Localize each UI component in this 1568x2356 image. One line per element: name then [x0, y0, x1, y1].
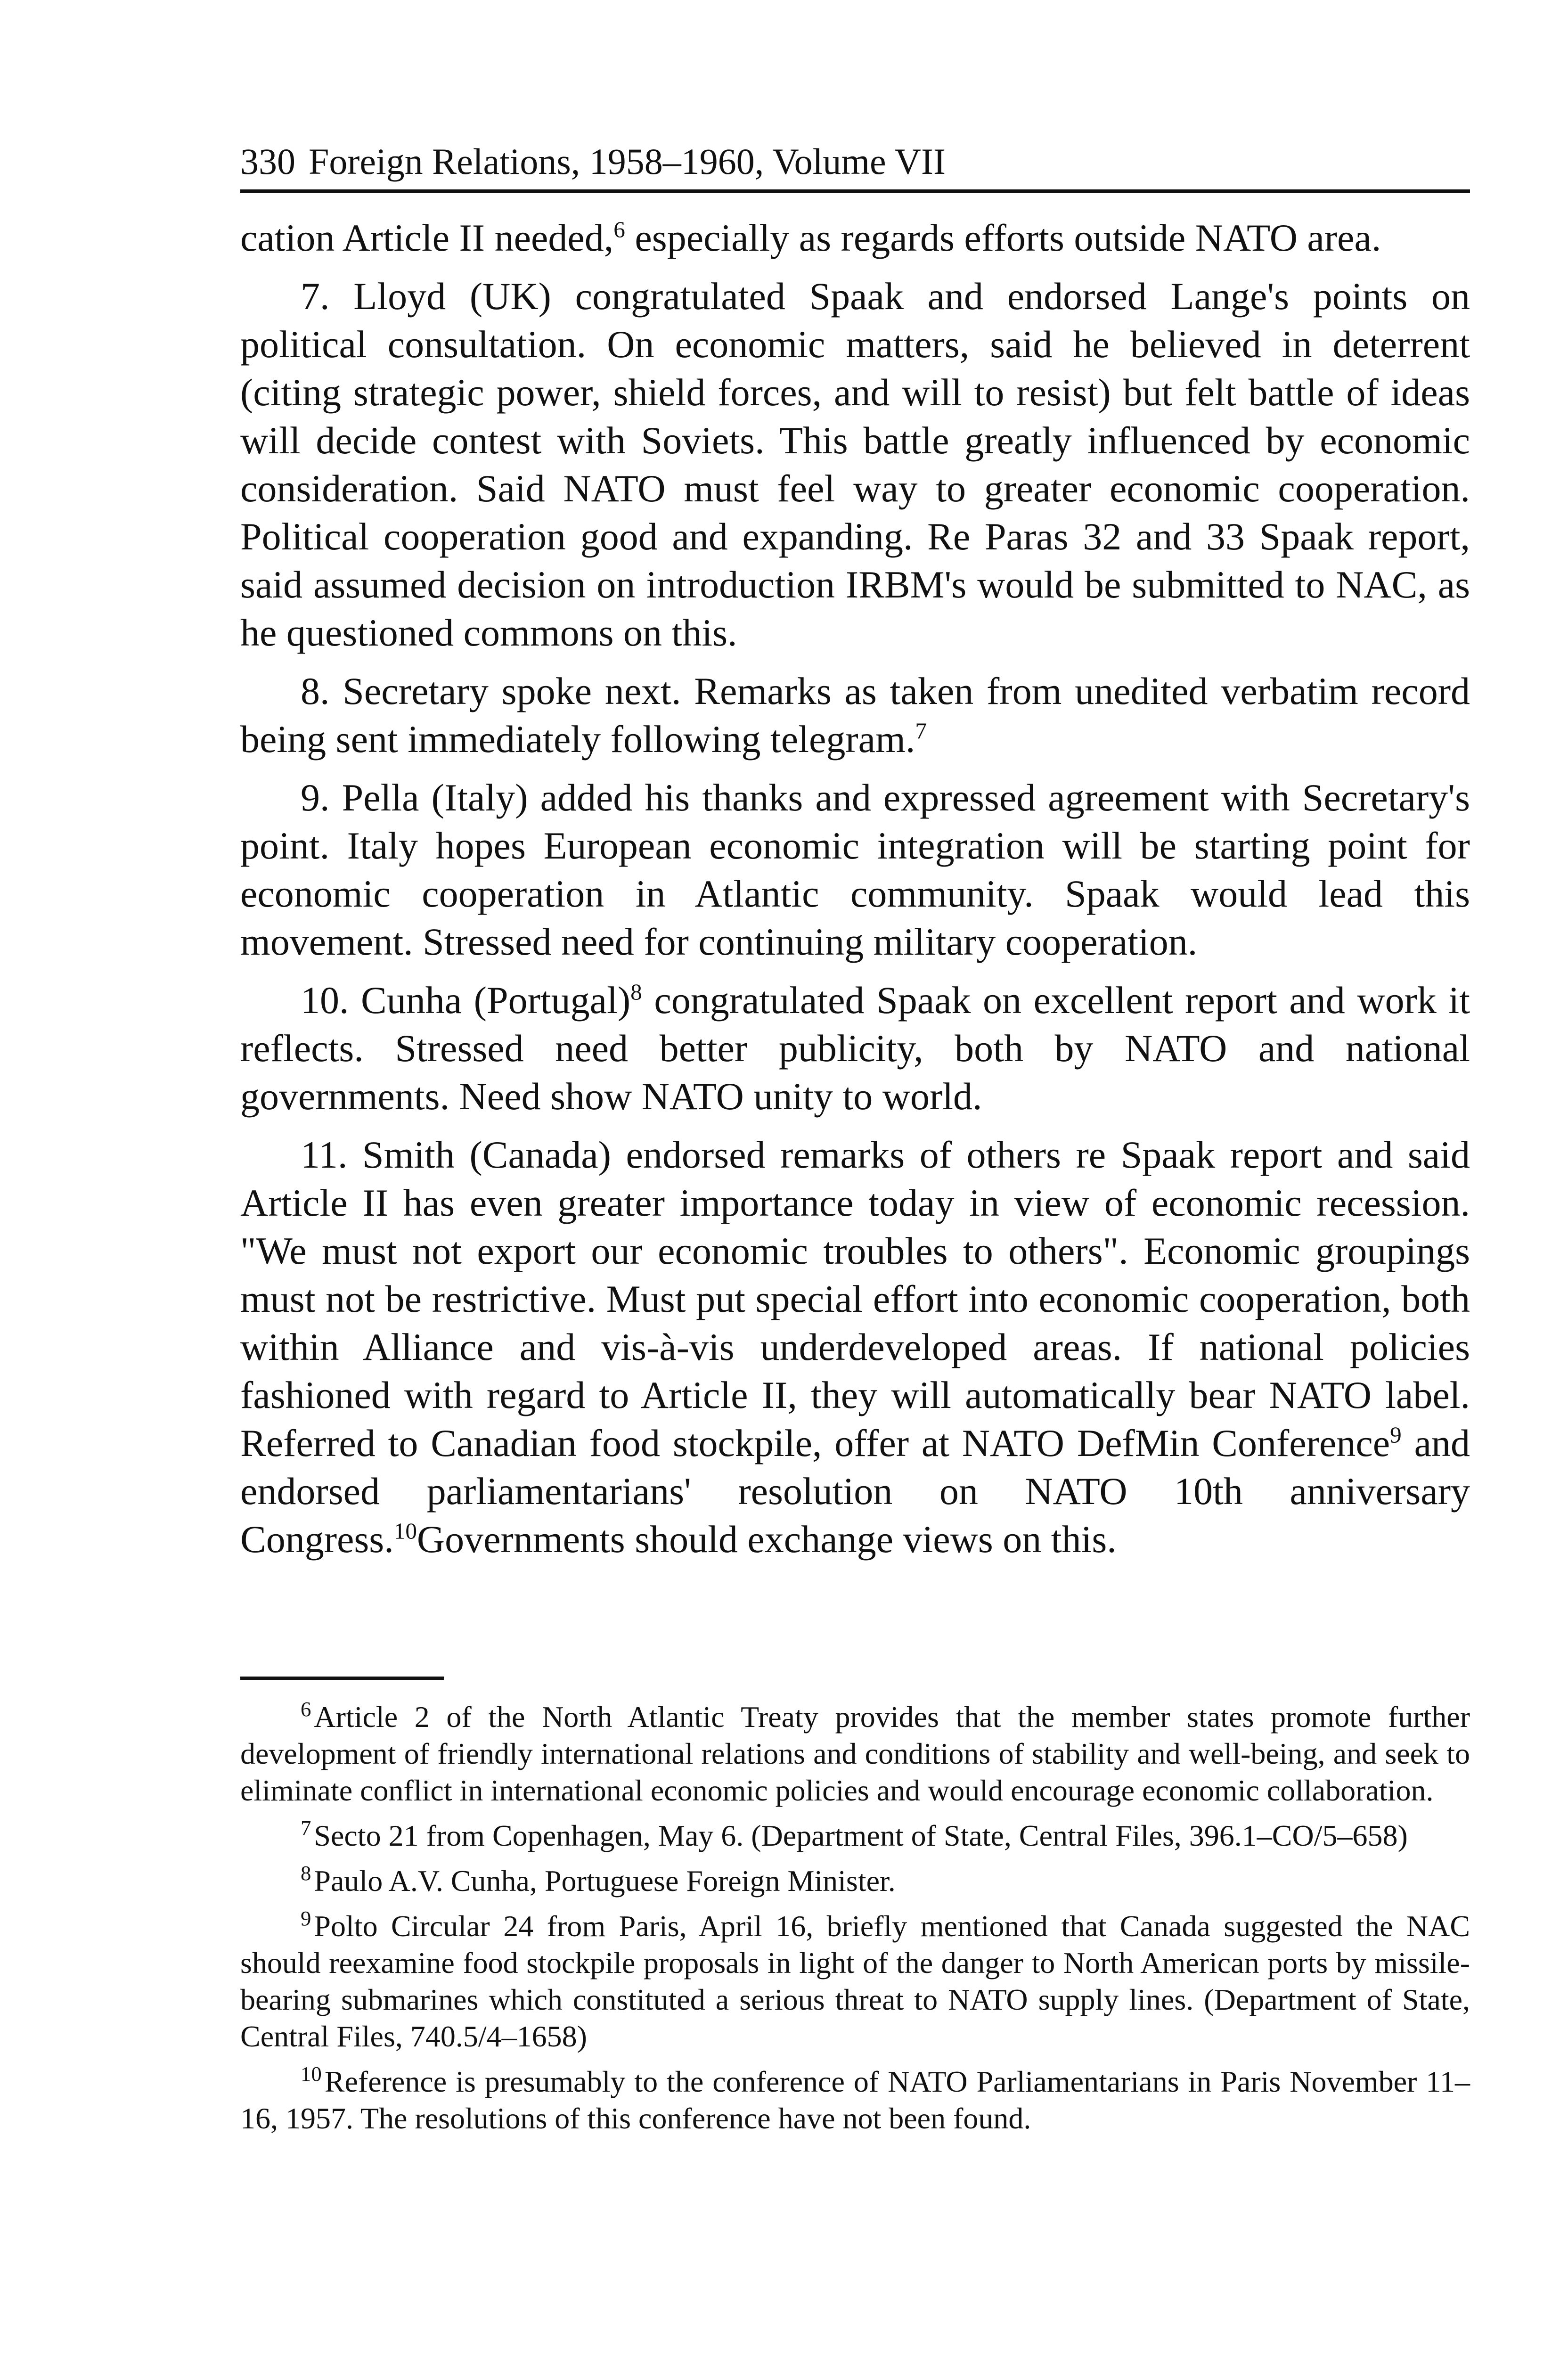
footnote-7 [240, 1817, 1470, 1854]
body-text [240, 214, 1470, 1563]
paragraph-text: 11. Smith (Canada) endorsed remarks of others re Spaak report and said Article II has even greater importance today in view of economic recession. "We must not export our economic troubles to others". Economic groupings must not be restrictive. Must put special effort into economic cooperation, both within Alliance and vis-à-vis underdeveloped areas. If national policies fashioned with regard to Article II, they will automatically bear NATO label. Referred to Canadian food stockpile, offer at NATO DefMin Conference [240, 1133, 1470, 1464]
paragraph-text: and endorsed parliamentarians' resolution on NATO 10th anniversary Congress. [240, 1421, 1470, 1561]
footnote-ref-10[interactable]: 10 [393, 1518, 417, 1544]
footnote-text: Paulo A.V. Cunha, Portuguese Foreign Minister. [314, 1864, 896, 1898]
footnote-mark: 9 [301, 1906, 311, 1931]
paragraph-text: especially as regards efforts outside NATO area. [625, 216, 1381, 259]
footnote-text: Reference is presumably to the conference of NATO Parliamentarians in Paris November 11–16, 1957. The resolutions of this conference have not been found. [240, 2064, 1470, 2135]
footnote-mark: 6 [301, 1697, 311, 1721]
footnote-text: Secto 21 from Copenhagen, May 6. (Department of State, Central Files, 396.1–CO/5–658) [314, 1818, 1408, 1852]
footnote-8 [240, 1863, 1470, 1899]
paragraph-8 [240, 667, 1470, 763]
paragraph-7: 7. Lloyd (UK) congratulated Spaak and endorsed Lange's points on political consultation. On economic matters, said he believed in deterrent (citing strategic power, shield forces, and will to resist) but felt battle of ideas will decide contest with Soviets. This battle greatly influenced by economic consideration. Said NATO must feel way to greater economic cooperation. Political cooperation good and expanding. Re Paras 32 and 33 Spaak report, said assumed decision on introduction IRBM's would be submitted to NAC, as he questioned commons on this. [240, 274, 1470, 654]
paragraph-10 [240, 976, 1470, 1121]
footnote-mark: 8 [301, 1861, 311, 1885]
footnote-ref-9[interactable]: 9 [1390, 1422, 1402, 1448]
footnote-6 [240, 1699, 1470, 1809]
paragraph-text: congratulated Spaak on excellent report and work it reflects. Stressed need better publicity, both by NATO and national governments. Need show NATO unity to world. [240, 978, 1470, 1118]
paragraph-text: cation Article II needed, [240, 216, 614, 259]
paragraph-continuation [240, 214, 1470, 262]
paragraph-text: 8. Secretary spoke next. Remarks as taken from unedited verbatim record being sent immediately following telegram. [240, 669, 1470, 761]
document-page [240, 141, 1470, 2145]
running-header [240, 141, 1470, 193]
footnote-10 [240, 2063, 1470, 2137]
paragraph-11 [240, 1131, 1470, 1563]
footnote-text: Article 2 of the North Atlantic Treaty provides that the member states promote further development of friendly international relations and conditions of stability and well-being, and seek to eliminate conflict in international economic policies and would encourage economic collaboration. [240, 1700, 1470, 1807]
footnote-mark: 7 [301, 1816, 311, 1840]
footnote-ref-6[interactable]: 6 [613, 216, 625, 243]
footnote-ref-8[interactable]: 8 [630, 979, 642, 1005]
footnote-ref-7[interactable]: 7 [915, 718, 927, 744]
footnote-9 [240, 1908, 1470, 2055]
footnote-divider [240, 1677, 444, 1680]
running-title: Foreign Relations, 1958–1960, Volume VII [309, 141, 946, 182]
paragraph-9: 9. Pella (Italy) added his thanks and expressed agreement with Secretary's point. Italy hopes European economic integration will be starting point for economic cooperation in Atlantic community. Spaak would lead this movement. Stressed need for continuing military cooperation. [240, 776, 1470, 963]
footnote-text: Polto Circular 24 from Paris, April 16, briefly mentioned that Canada suggested the NAC should reexamine food stockpile proposals in light of the danger to North American ports by missile-bearing submarines which constituted a serious threat to NATO supply lines. (Department of State, Central Files, 740.5/4–1658) [240, 1909, 1470, 2053]
paragraph-text: Governments should exchange views on this. [416, 1517, 1117, 1561]
page-number: 330 [240, 141, 295, 182]
footnotes-section [240, 1699, 1470, 2137]
paragraph-text: 10. Cunha (Portugal) [301, 978, 631, 1022]
footnote-mark: 10 [301, 2062, 322, 2086]
